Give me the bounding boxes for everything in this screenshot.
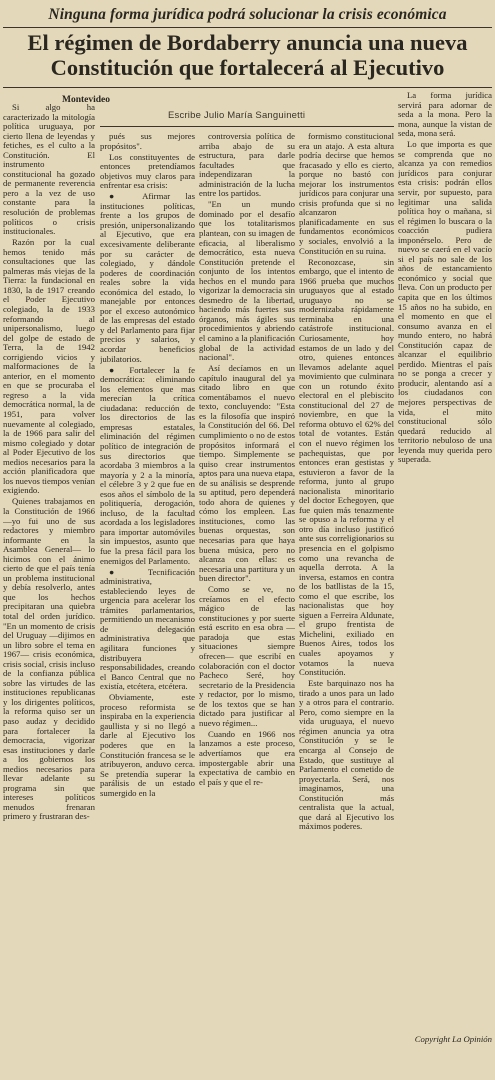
paragraph: Si algo ha caracterizado la mitología política uruguaya, por cierto llena de leyendas y fetiches, es el culto a la Constitución. El instrumento constitucional ha gozado de permanente reverencia pero a la vez de uso constante para la resolución de problemas políticos o crisis institucionales.	[3, 103, 95, 237]
paragraph: Así decíamos en un capítulo inaugural del ya citado libro en que comentábamos el nuevo texto, concluyendo: "Esta es la filosofía que inspiró la Constitución del 66. Del cumplimiento o no de estos propósitos informará el tiempo. Simplemente se quiso crear instrumentos aptos para una nueva etapa, de su análisis se desprende su aptitud, pero dependerá todo ahora de quienes y cómo los empleen. Las instituciones, como las buenas orquestas, son necesarias para que haya buena música, pero no alcanza con ellas: es necesaria una partitura y un buen director".	[199, 363, 295, 584]
paragraph: formismo constitucional era un atajo. A esta altura podría decirse que hemos fracasado y ello es cierto, porque no bastó con mejorar los instrumentos jurídicos para conjurar una crisis profunda que si no alcanzaron planificadamente en sus fundamentos económicos y sociales, envolvió a la Constitución en su ruina.	[299, 132, 394, 256]
headline-rule	[3, 87, 492, 88]
paragraph: "En un mundo dominado por el desafío que los totalitarismos plantean, con su imagen de eficacia, al liberalismo democrático, esta nueva Constitución pretende el conjunto de los intentos hechos en el mundo para vigorizar la democracia sin desmedro de la libertad, haciendo más fuertes sus órganos, más ágiles sus procedimientos y abriendo el camino a la planificación global de la actividad nacional".	[199, 199, 295, 363]
text-column-5	[398, 91, 492, 1033]
text-column-3	[199, 132, 295, 852]
paragraph: La forma jurídica servirá para adornar de seda a la mona. Pero la mona, aunque la vistan de seda, mona será.	[398, 91, 492, 139]
kicker-rule	[3, 27, 492, 28]
paragraph: Lo que importa es que se comprenda que no alcanza ya con remedios jurídicos para conjurar esta crisis: podrán ellos servir, por supuesto, para legitimar una salida política hoy o mañana, si el régimen lo buscara o la coacción pudiera imponérselo. Pero de nuevo se caerá en el vacío si el país no sale de los años de estancamiento económico y social que lleva. Con un producto per capita que en los últimos 15 años no ha subido, en el momento en que el consumo avanza en el mundo entero, no habrá Constitución capaz de alcanzar el equilibrio perdido. Mientras el país no se ponga a crecer y producir, alentando así a los ciudadanos con mejores perspectivas de vida, el mito constitucional sólo quedará reducido al territorio nebuloso de una leyenda muy querida pero superada.	[398, 139, 492, 465]
paragraph: pués sus mejores propósitos".	[100, 132, 195, 151]
main-headline	[4, 30, 491, 80]
byline-rule	[100, 126, 394, 127]
paragraph: Como se ve, no creíamos en el efecto mágico de las constituciones y por suerte está escrito en esa obra —paradoja que estas situaciones siempre ofrecen— que escribí en colaboración con el doctor Pacheco Seré, hoy secretario de la Presidencia y redactor, por lo mismo, de los textos que se han dictado para justificar al nuevo régimen...	[199, 584, 295, 728]
paragraph: Quienes trabajamos en la Constitución de 1966 —yo fui uno de sus redactores y miembro informante en la Asamblea General— lo hicimos con el ánimo cierto de que el país tenía un problema institucional y debía resolverlo, antes que los hechos precipitaran una quiebra total del orden jurídico. "En un momento de crisis del Uruguay —dijimos en un libro sobre el tema en 1967— crisis económica, crisis social, crisis incluso de la confianza pública sobre las virtudes de las instituciones republicanas y los dirigentes políticos, la reforma quiso ser un paso audaz y decidido para fortalecer la democracia, vigorizar esas instituciones y darle a los gobiernos los medios necesarios para llevar adelante su programa sin que intereses políticos menudos frenaran primero y frustraran des-	[3, 496, 95, 822]
paragraph: ● Tecnificación administrativa, estableciendo leyes de urgencia para acelerar los trámites parlamentarios, permitiendo un mecanismo de delegación administrativa que agilitara funciones y distribuyera responsabilidades, creando el Banco Central que no existía, etcétera, etcétera.	[100, 566, 195, 692]
paragraph: controversia política de arriba abajo de su estructura, para darle facultades que independizaran la administración de la lucha entre los partidos.	[199, 132, 295, 199]
headline-line-2: Constitución que fortalecerá al Ejecutivo	[50, 55, 445, 80]
paragraph: Cuando en 1966 nos lanzamos a este proceso, advertíamos que era impostergable abrir una expectativa de cambio en el país y que el re-	[199, 728, 295, 787]
paragraph: Reconozcase, sin embargo, que el intento de 1966 prueba que muchos uruguayos que al estado uruguayo no se modernizaba rápidamente terminaba en una catástrofe institucional. Curiosamente, hoy estamos de un lado y del otro, quienes entonces llevamos adelante aquel movimiento que culminara con un rotundo éxito electoral en el plebiscito constitucional del 27 de noviembre, en que la reforma obtuvo el 62% del total de votantes. Están con el nuevo régimen los pachequistas, que por entonces eran gestistas y estuvieron a favor de la reforma, junto al grupo nacionalista minoritario del doctor Echegoyen, que fue quien más tenazmente se opuso a la reforma y el otro día incluso justificó ante sus correligionarios su presencia en el golpismo como una revancha de aquella derrota. A la inversa, estamos en contra de los batllistas de la 15, como el que escribe, los nacionalistas que hoy siguen a Ferreira Aldunate, el grupo frentista de Michelini, exiliado en Buenos Aires, todos los cuales apoyamos y votamos la nueva Constitución.	[299, 256, 394, 678]
paragraph: Obviamente, este proceso reformista se inspiraba en la experiencia gaullista y si no llegó a darle al Ejecutivo los poderes que en la Constitución francesa se le atribuyeron, anduvo cerca. Se pretendía superar la parálisis de un estado sumergido en la	[100, 692, 195, 798]
text-column-4	[299, 132, 394, 852]
paragraph: Los constituyentes de entonces pretendíamos objetivos muy claros para enfrentar esa crisis:	[100, 151, 195, 191]
paragraph: Este barquinazo nos ha tirado a unos para un lado y a otros para el contrario. Pero, como siempre en la vida uruguaya, el nuevo régimen anuncia ya otra Constitución y se le encarga al Consejo de Estado, que sustituye al Parlamento el cometido de proyectarla. Será, nos imaginamos, una Constitución más centralista que la actual, que dará al Ejecutivo los máximos poderes.	[299, 678, 394, 832]
text-column-2	[100, 132, 195, 852]
text-column-1	[3, 103, 95, 1036]
copyright-credit: Copyright La Opinión	[414, 1034, 492, 1044]
paragraph: Razón por la cual hemos tenido más consultaciones que las palmeras más viejas de la Tierra: la fundacional en 1830, la de 1917 creando el Poder Ejecutivo colegiado, la de 1933 reformando al unipersonalismo, luego del golpe de estado de Terra, la de 1942 corrigiendo vicios y malformaciones de la anterior, en el momento en que se procuraba el regreso a la vida democrática normal, la de 1951, para volver nuevamente al colegiado, la de 1966 para salir del mismo colegiado y dotar al Poder Ejecutivo de los medios necesarios para la acción planificadora que los nuevos tiempos venían exigiendo.	[3, 237, 95, 496]
dateline: Montevideo	[62, 95, 111, 105]
headline-line-1: El régimen de Bordaberry anuncia una nueva	[27, 30, 468, 55]
paragraph: ● Fortalecer la fe democrática: eliminando los elementos que mas merecían la crítica ciudadana: reducción de los directorios de las empresas estatales, eliminación del régimen político de integración de sus directorios que acordaba 3 miembros a la mayoría y 2 a la minoría, el célebre 3 y 2 que fue en esos años el símbolo de la politiquería, derogación, incluso, de la facultad acordada a los legisladores para importar automóviles sin impuestos, asunto que fue la presa fácil para los enemigos del Parlamento.	[100, 364, 195, 566]
byline: Escribe Julio María Sanguinetti	[168, 110, 306, 121]
paragraph: ● Afirmar las instituciones políticas, frente a los grupos de presión, unipersonalizando al Ejecutivo, que era excesivamente deliberante por su carácter de colegiado, y dándole poderes de coordinación reales sobre la vida económica del estado, lo manejable por entonces por el exceso autonómico de las empresas del estado y del Parlamento para fijar precios y salarios, y acordar beneficios jubilatorios.	[100, 191, 195, 364]
kicker-headline: Ninguna forma jurídica podrá solucionar la crisis económica	[48, 6, 447, 23]
